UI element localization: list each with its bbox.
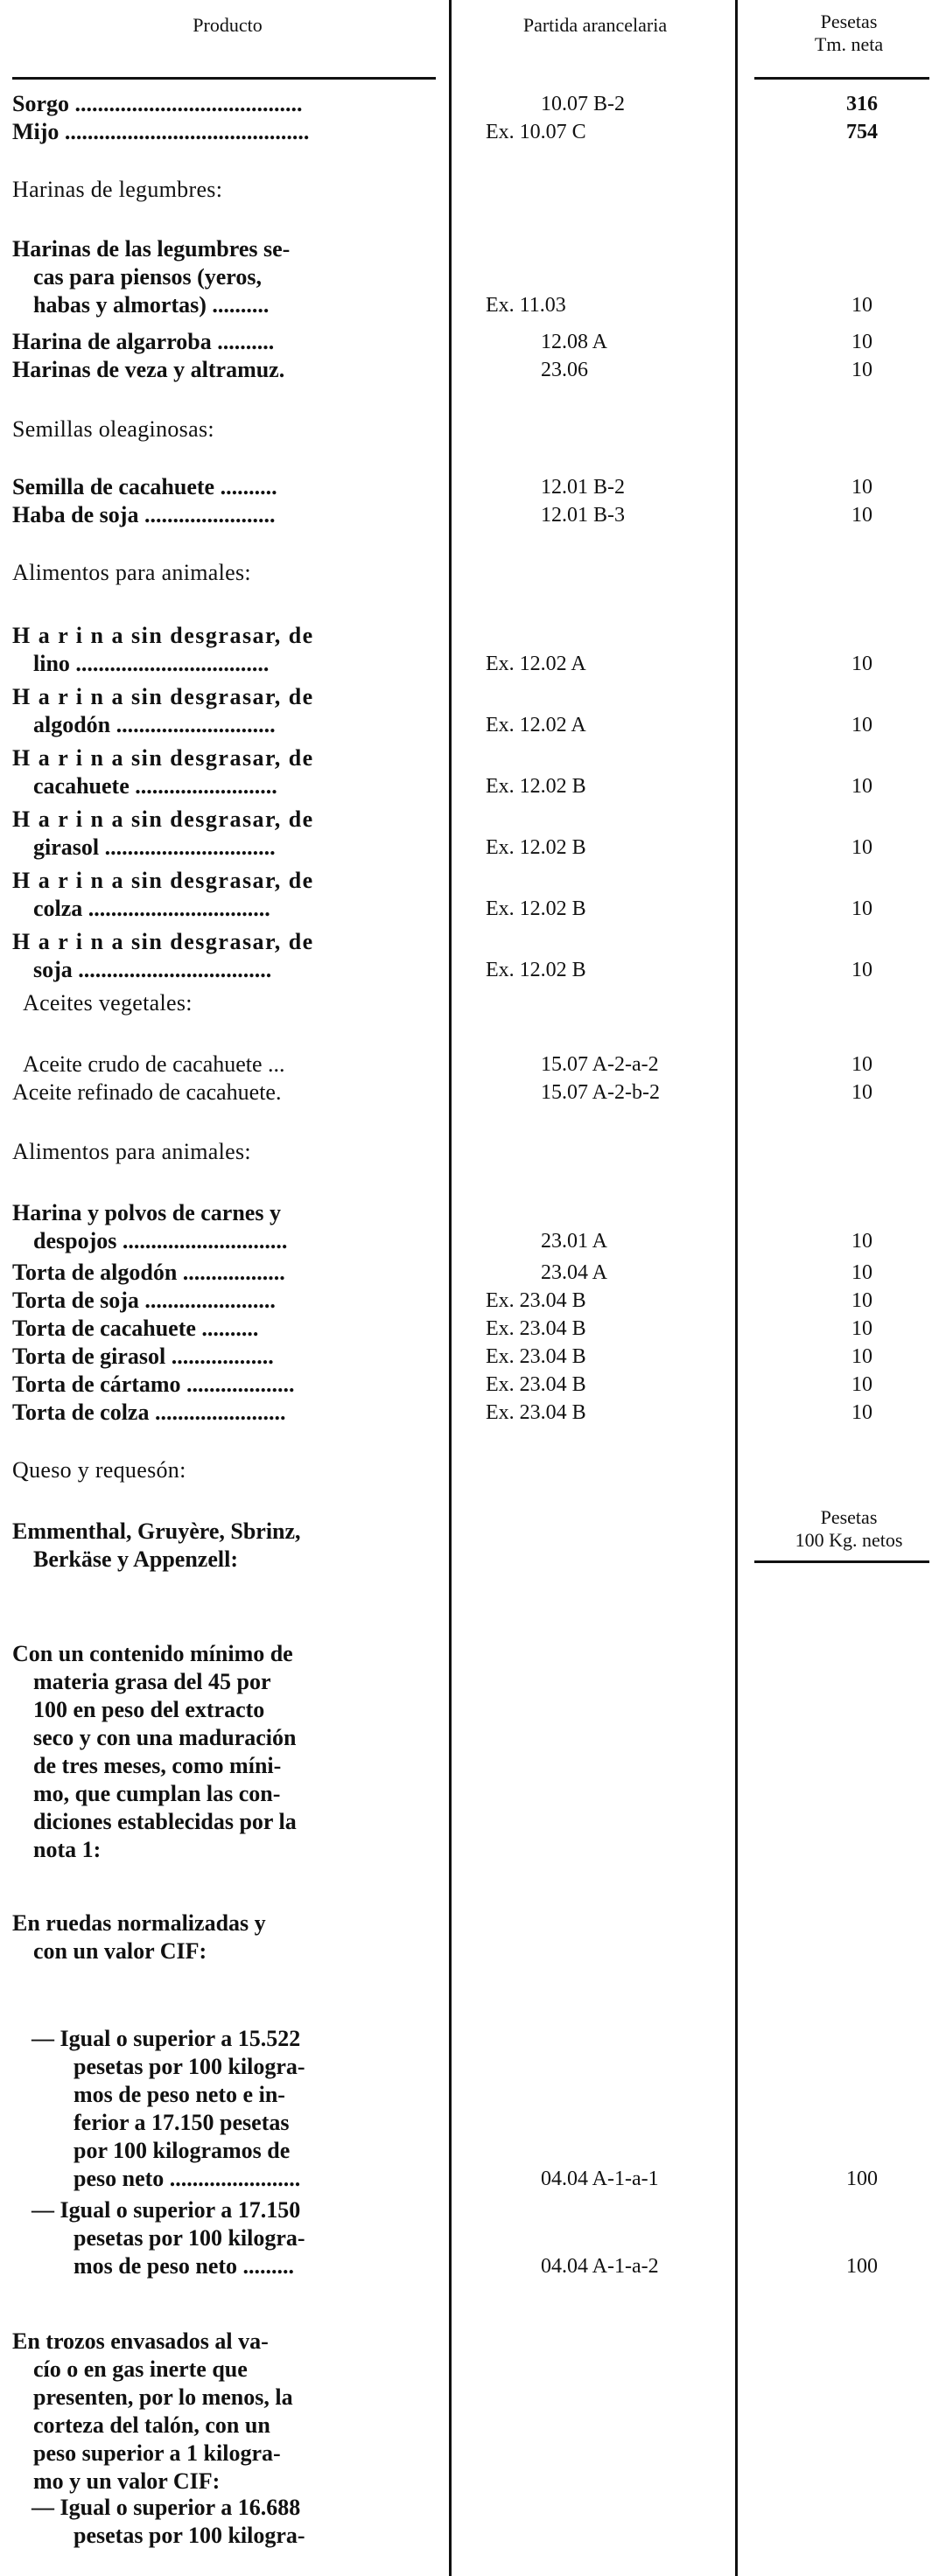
pesetas-cell: 10 xyxy=(851,359,872,381)
column-divider-1 xyxy=(449,0,452,2576)
subheader-pesetas-1: Pesetas xyxy=(820,1506,878,1528)
pesetas-cell: 10 xyxy=(851,476,872,499)
pesetas-cell: 10 xyxy=(851,1261,872,1284)
section-heading: Alimentos para animales: xyxy=(12,560,251,585)
product-line: Harina y polvos de carnes y xyxy=(12,1200,281,1225)
product-line: En trozos envasados al va- xyxy=(12,2328,269,2354)
pesetas-cell: 10 xyxy=(851,714,872,736)
product-line: pesetas por 100 kilogra- xyxy=(74,2225,305,2251)
partida-cell: Ex. 12.02 A xyxy=(486,653,586,675)
product-line: lino .................................. xyxy=(33,651,270,676)
product-line: soja .................................. xyxy=(33,957,272,982)
product-line: mos de peso neto e in- xyxy=(74,2082,285,2107)
partida-cell: Ex. 10.07 C xyxy=(486,121,586,143)
pesetas-cell: 100 xyxy=(846,2255,878,2278)
product-line: cacahuete ......................... xyxy=(33,773,277,799)
pesetas-cell: 10 xyxy=(851,897,872,920)
partida-cell: 04.04 A-1-a-2 xyxy=(541,2255,659,2278)
pesetas-cell: 10 xyxy=(851,1053,872,1076)
pesetas-cell: 10 xyxy=(851,1289,872,1312)
partida-cell: 12.01 B-2 xyxy=(541,476,625,499)
partida-cell: Ex. 23.04 B xyxy=(486,1401,586,1424)
pesetas-cell: 10 xyxy=(851,331,872,353)
pesetas-cell: 316 xyxy=(846,93,878,115)
product-line: Aceite refinado de cacahuete. xyxy=(12,1079,282,1105)
pesetas-cell: 10 xyxy=(851,959,872,981)
subheader-pesetas-2: 100 Kg. netos xyxy=(795,1529,903,1551)
section-heading: Aceites vegetales: xyxy=(23,990,193,1016)
partida-cell: Ex. 23.04 B xyxy=(486,1289,586,1312)
column-divider-2 xyxy=(735,0,738,2576)
product-line: pesetas por 100 kilogra- xyxy=(74,2523,305,2548)
pesetas-cell: 10 xyxy=(851,1081,872,1104)
partida-cell: Ex. 23.04 B xyxy=(486,1345,586,1368)
product-line: nota 1: xyxy=(33,1837,102,1862)
header-rule-producto xyxy=(12,77,436,80)
product-line: — Igual o superior a 17.150 xyxy=(32,2197,301,2223)
product-line: presenten, por lo menos, la xyxy=(33,2384,293,2410)
product-line: 100 en peso del extracto xyxy=(33,1697,265,1722)
product-line: girasol .............................. xyxy=(33,834,276,860)
pesetas-cell: 10 xyxy=(851,294,872,317)
subheader-rule xyxy=(754,1560,929,1563)
product-line: ferior a 17.150 pesetas xyxy=(74,2110,290,2135)
product-line: Sorgo ........................................ xyxy=(12,91,303,116)
product-line: H a r i n a sin desgrasar, de xyxy=(12,745,314,771)
product-line: H a r i n a sin desgrasar, de xyxy=(12,623,314,648)
section-heading: Alimentos para animales: xyxy=(12,1139,251,1164)
product-line: Emmenthal, Gruyère, Sbrinz, xyxy=(12,1518,301,1544)
partida-cell: 23.01 A xyxy=(541,1230,608,1253)
product-line: colza ................................ xyxy=(33,896,270,921)
product-line: seco y con una maduración xyxy=(33,1725,297,1750)
partida-cell: Ex. 12.02 B xyxy=(486,897,586,920)
product-line: Torta de algodón .................. xyxy=(12,1260,285,1285)
section-heading: Queso y requesón: xyxy=(12,1457,186,1483)
product-line: Haba de soja ....................... xyxy=(12,502,276,527)
product-line: corteza del talón, con un xyxy=(33,2412,270,2438)
partida-cell: 15.07 A-2-a-2 xyxy=(541,1053,659,1076)
partida-cell: Ex. 23.04 B xyxy=(486,1317,586,1340)
product-line: cío o en gas inerte que xyxy=(33,2356,248,2382)
partida-cell: Ex. 12.02 A xyxy=(486,714,586,736)
product-line: peso neto ....................... xyxy=(74,2166,301,2191)
product-line: Semilla de cacahuete .......... xyxy=(12,474,277,499)
product-line: Berkäse y Appenzell: xyxy=(33,1546,238,1572)
product-line: Torta de cacahuete .......... xyxy=(12,1316,259,1341)
partida-cell: 04.04 A-1-a-1 xyxy=(541,2168,659,2190)
product-line: — Igual o superior a 16.688 xyxy=(32,2495,301,2520)
partida-cell: 12.01 B-3 xyxy=(541,504,625,527)
partida-cell: 23.06 xyxy=(541,359,588,381)
partida-cell: Ex. 23.04 B xyxy=(486,1373,586,1396)
partida-cell: 12.08 A xyxy=(541,331,608,353)
partida-cell: Ex. 12.02 B xyxy=(486,775,586,798)
product-line: mos de peso neto ......... xyxy=(74,2253,295,2279)
header-pesetas-2: Tm. neta xyxy=(814,33,884,55)
product-line: pesetas por 100 kilogra- xyxy=(74,2054,305,2079)
partida-cell: 23.04 A xyxy=(541,1261,608,1284)
pesetas-cell: 10 xyxy=(851,1230,872,1253)
pesetas-cell: 10 xyxy=(851,653,872,675)
product-line: diciones establecidas por la xyxy=(33,1809,297,1834)
product-line: H a r i n a sin desgrasar, de xyxy=(12,868,314,893)
product-line: con un valor CIF: xyxy=(33,1938,207,1964)
header-rule-pesetas xyxy=(754,77,929,80)
pesetas-cell: 100 xyxy=(846,2168,878,2190)
partida-cell: 10.07 B-2 xyxy=(541,93,625,115)
product-line: H a r i n a sin desgrasar, de xyxy=(12,684,314,709)
pesetas-cell: 10 xyxy=(851,775,872,798)
product-line: Harinas de veza y altramuz. xyxy=(12,357,285,382)
product-line: Torta de cártamo ................... xyxy=(12,1372,295,1397)
pesetas-cell: 10 xyxy=(851,1345,872,1368)
product-line: — Igual o superior a 15.522 xyxy=(32,2026,301,2051)
header-partida: Partida arancelaria xyxy=(522,14,668,36)
section-heading: Harinas de legumbres: xyxy=(12,177,223,202)
product-line: habas y almortas) .......... xyxy=(33,292,270,318)
section-heading: Semillas oleaginosas: xyxy=(12,416,214,442)
partida-cell: Ex. 11.03 xyxy=(486,294,566,317)
product-line: Torta de colza ....................... xyxy=(12,1400,286,1425)
product-line: Aceite crudo de cacahuete ... xyxy=(23,1051,285,1077)
partida-cell: Ex. 12.02 B xyxy=(486,836,586,859)
product-line: mo, que cumplan las con- xyxy=(33,1781,281,1806)
product-line: Torta de soja ....................... xyxy=(12,1288,276,1313)
product-line: En ruedas normalizadas y xyxy=(12,1910,266,1936)
product-line: mo y un valor CIF: xyxy=(33,2468,221,2494)
pesetas-cell: 10 xyxy=(851,1317,872,1340)
product-line: H a r i n a sin desgrasar, de xyxy=(12,929,314,954)
pesetas-cell: 10 xyxy=(851,1373,872,1396)
product-line: materia grasa del 45 por xyxy=(33,1669,271,1694)
product-line: algodón ............................ xyxy=(33,712,276,737)
product-line: de tres meses, como míni- xyxy=(33,1753,282,1778)
product-line: Harinas de las legumbres se- xyxy=(12,236,291,262)
product-line: por 100 kilogramos de xyxy=(74,2138,291,2163)
pesetas-cell: 10 xyxy=(851,836,872,859)
product-line: Torta de girasol .................. xyxy=(12,1344,274,1369)
pesetas-cell: 754 xyxy=(846,121,878,143)
header-pesetas-1: Pesetas xyxy=(820,10,878,32)
pesetas-cell: 10 xyxy=(851,504,872,527)
partida-cell: Ex. 12.02 B xyxy=(486,959,586,981)
product-line: peso superior a 1 kilogra- xyxy=(33,2440,281,2466)
product-line: despojos ............................. xyxy=(33,1228,288,1253)
pesetas-cell: 10 xyxy=(851,1401,872,1424)
product-line: cas para piensos (yeros, xyxy=(33,264,262,290)
header-producto: Producto xyxy=(193,14,263,36)
partida-cell: 15.07 A-2-b-2 xyxy=(541,1081,660,1104)
product-line: Con un contenido mínimo de xyxy=(12,1641,293,1666)
product-line: H a r i n a sin desgrasar, de xyxy=(12,806,314,832)
product-line: Harina de algarroba .......... xyxy=(12,329,275,354)
product-line: Mijo ........................................... xyxy=(12,119,310,144)
